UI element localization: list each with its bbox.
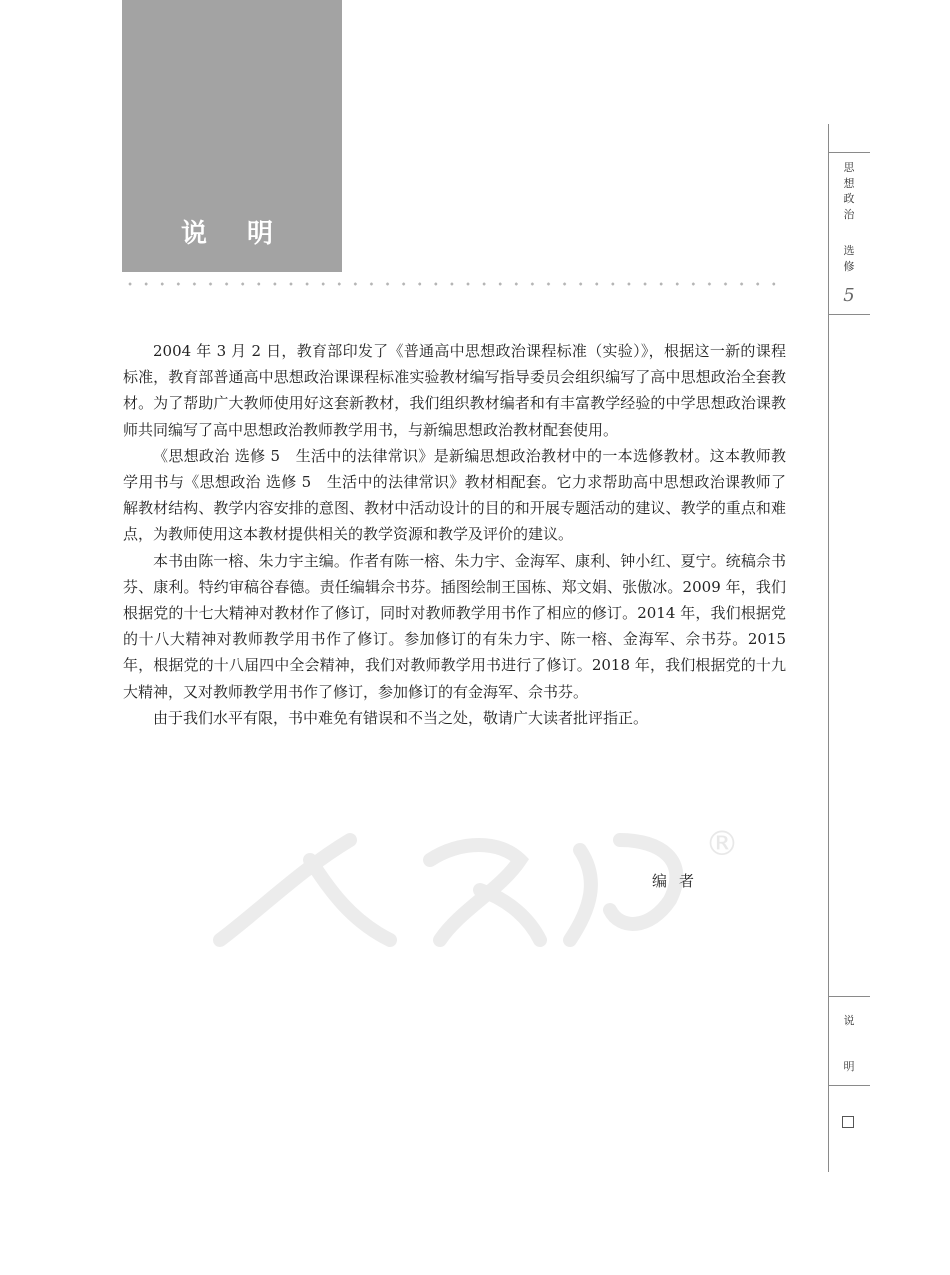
sidebar-rule: [828, 152, 870, 153]
sidebar-line: [828, 124, 829, 1172]
sidebar-subject: 思 想 政 治: [843, 161, 855, 221]
paragraph: 由于我们水平有限，书中难免有错误和不当之处，敬请广大读者批评指正。: [153, 708, 649, 727]
page-title: 说明: [180, 219, 313, 249]
paragraph: 2004 年 3 月 2 日，教育部印发了《普通高中思想政治课程标准（实验）》，根据这一新的课程标准，教育部普通高中思想政治课课程标准实验教材编写指导委员会组织编写了高中思想政治全套教材。为了帮助广大教师使用好这套新教材，我们组织教材编者和有丰富教学经验的中学思想政治课教师共同编写了高中思想政治教师教学用书，与新编思想政治教材配套使用。: [123, 342, 786, 439]
sidebar-section-char: 明: [843, 1060, 855, 1073]
sidebar-section-char: 说: [843, 1014, 855, 1027]
registered-mark: ®: [705, 824, 739, 864]
sidebar-elective: 选 修: [843, 244, 855, 273]
paragraph: 《思想政治 选修 5 生活中的法律常识》是新编思想政治教材中的一本选修教材。这本教师教学用书与《思想政治 选修 5 生活中的法律常识》教材相配套。它力求帮助高中思想政治课教师了解教材结构、教学内容安排的意图、教材中活动设计的目的和开展专题活动的建议、教学的重点和难点，为教师使用这本教材提供相关的教学资源和教学及评价的建议。: [123, 446, 786, 544]
preface-body: [123, 338, 786, 731]
title-block: [122, 0, 342, 272]
sidebar-rule: [828, 314, 870, 315]
dotted-divider: [122, 281, 784, 287]
signature: 编者: [652, 872, 707, 890]
square-icon: [842, 1116, 854, 1128]
sidebar-rule: [828, 996, 870, 997]
sidebar-volume-number: 5: [843, 285, 855, 306]
paragraph: 本书由陈一榕、朱力宇主编。作者有陈一榕、朱力宇、金海军、康利、钟小红、夏宁。统稿佘书芬、康利。特约审稿谷春德。责任编辑佘书芬。插图绘制王国栋、郑文娟、张傲冰。2009 年，我们根据党的十七大精神对教材作了修订，同时对教师教学用书作了相应的修订。2014 年，我们根据党的十八大精神对教师教学用书作了修订。参加修订的有朱力宇、陈一榕、金海军、佘书芬。2015 年，根据党的十八届四中全会精神，我们对教师教学用书进行了修订。2018 年，我们根据党的十九大精神，又对教师教学用书作了修订，参加修订的有金海军、佘书芬。: [123, 551, 786, 701]
sidebar-rule: [828, 1085, 870, 1086]
